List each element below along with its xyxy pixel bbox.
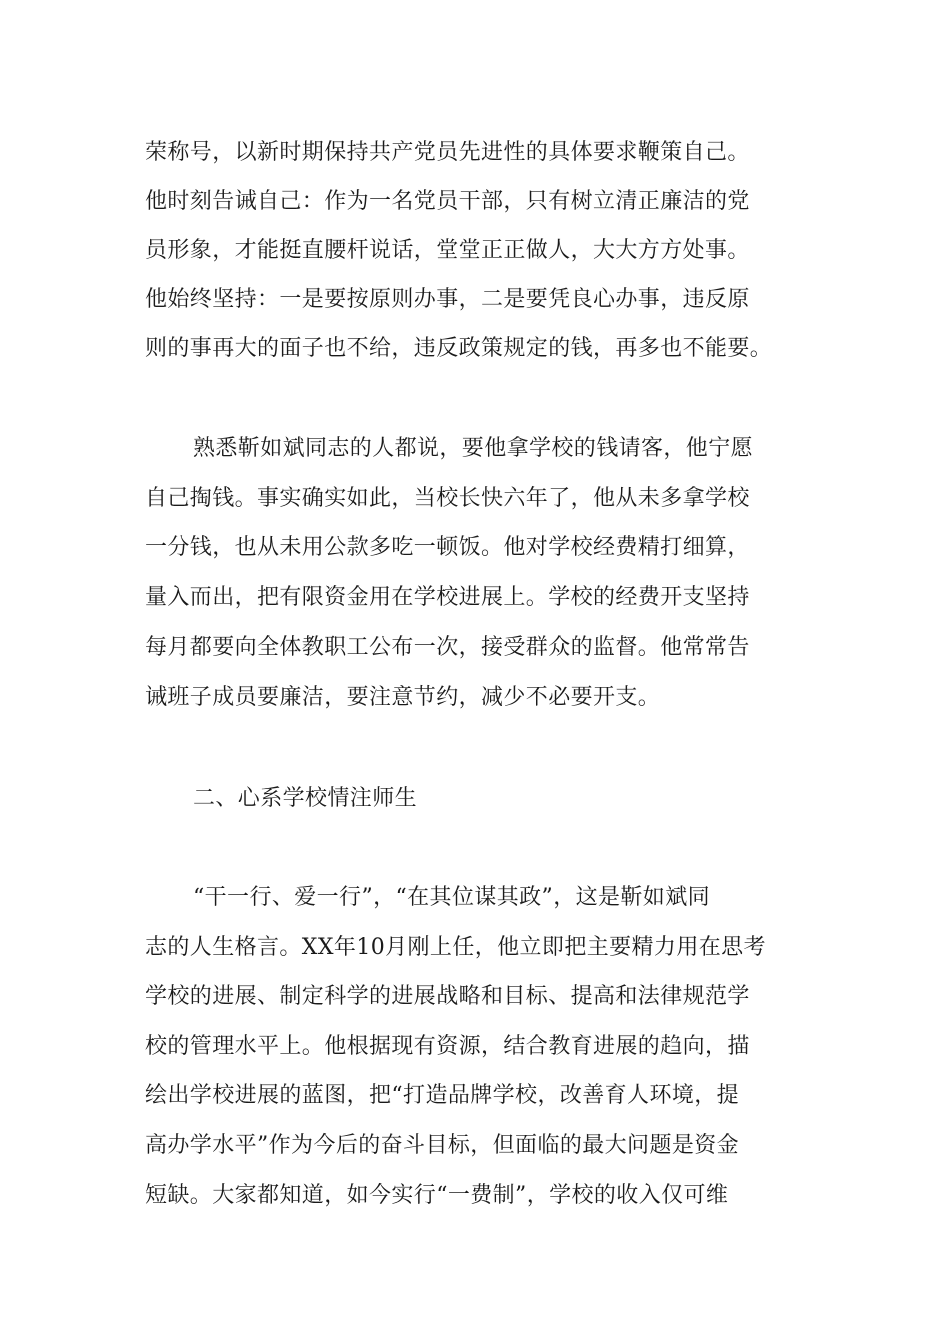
text-line: 一分钱，也从未用公款多吃一顿饭。他对学校经费精打细算，	[145, 535, 750, 560]
text-line: 熟悉靳如斌同志的人都说，要他拿学校的钱请客，他宁愿	[193, 436, 754, 461]
text-line: 荣称号，以新时期保持共产党员先进性的具体要求鞭策自己。	[145, 140, 750, 165]
text-line: 短缺。大家都知道，如今实行“一费制”，学校的收入仅可维	[145, 1183, 729, 1208]
section-heading: 二、心系学校情注师生	[193, 786, 418, 811]
text-line: 诫班子成员要廉洁，要注意节约，减少不必要开支。	[145, 685, 661, 710]
text-line: 绘出学校进展的蓝图，把“打造品牌学校，改善育人环境，提	[145, 1083, 740, 1108]
text-line: 每月都要向全体教职工公布一次，接受群众的监督。他常常告	[145, 635, 750, 660]
text-line: 高办学水平”作为今后的奋斗目标，但面临的最大问题是资金	[145, 1133, 740, 1158]
text-line: 则的事再大的面子也不给，违反政策规定的钱，再多也不能要。	[145, 336, 773, 361]
text-line: 学校的进展、制定科学的进展战略和目标、提高和法律规范学	[145, 984, 750, 1009]
text-line: 校的管理水平上。他根据现有资源，结合教育进展的趋向，描	[145, 1034, 750, 1059]
text-line: 员形象，才能挺直腰杆说话，堂堂正正做人，大大方方处事。	[145, 238, 750, 263]
text-line: 量入而出，把有限资金用在学校进展上。学校的经费开支坚持	[145, 585, 750, 610]
text-line: 志的人生格言。XX年10月刚上任，他立即把主要精力用在思考	[145, 935, 766, 960]
text-line: 自己掏钱。事实确实如此，当校长快六年了，他从未多拿学校	[145, 486, 750, 511]
text-line: 他始终坚持：一是要按原则办事，二是要凭良心办事，违反原	[145, 287, 750, 312]
text-line: “干一行、爱一行”，“在其位谋其政”，这是靳如斌同	[193, 885, 710, 910]
text-line: 他时刻告诫自己：作为一名党员干部，只有树立清正廉洁的党	[145, 189, 750, 214]
